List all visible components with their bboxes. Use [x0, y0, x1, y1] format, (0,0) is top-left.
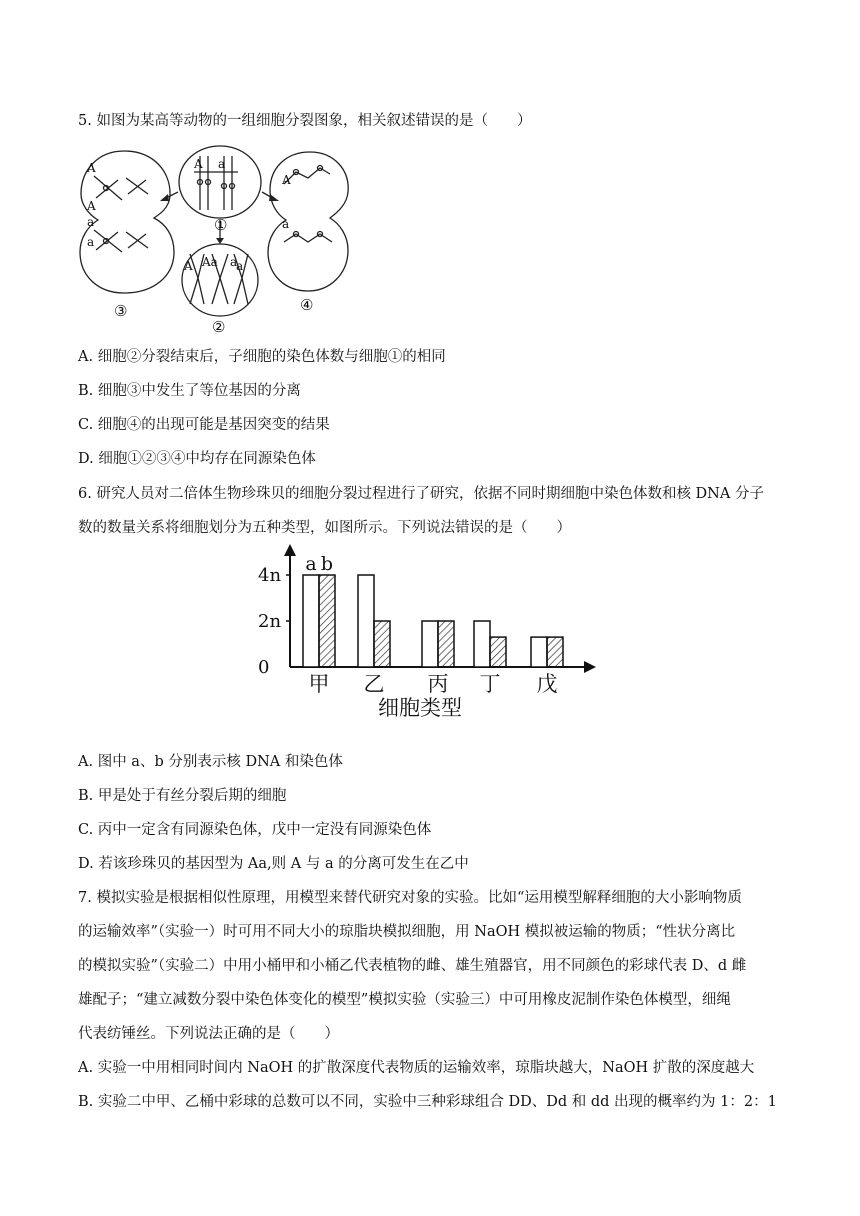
q6-option-a: A. 图中 a、b 分别表示核 DNA 和染色体: [78, 754, 343, 770]
y-tick-label: 4n: [258, 565, 282, 586]
q7-line-1: 7. 模拟实验是根据相似性原理，用模型来替代研究对象的实验。比如“运用模型解释细胞的大小影响物质: [78, 890, 742, 906]
q5-option-c: C. 细胞④的出现可能是基因突变的结果: [78, 417, 330, 433]
gene-label: A: [282, 173, 291, 187]
q7-option-b: B. 实验二中甲、乙桶中彩球的总数可以不同，实验中三种彩球组合 DD、Dd 和 dd 出现的概率约为 1：2：1: [78, 1094, 777, 1110]
x-tick-label: 乙: [363, 672, 385, 696]
bar-b-4: [490, 637, 506, 667]
q5-stem: 5. 如图为某高等动物的一组细胞分裂图象，相关叙述错误的是（ ）: [78, 113, 532, 129]
x-axis-arrow: [584, 661, 596, 673]
gene-label: A: [184, 259, 193, 273]
q6-option-d: D. 若该珍珠贝的基因型为 Aa,则 A 与 a 的分离可发生在乙中: [78, 856, 469, 872]
gene-label: a: [282, 217, 290, 231]
bar-a-4: [474, 621, 490, 667]
gene-label: a: [236, 259, 244, 273]
bar-b-1: [319, 575, 335, 667]
x-tick-label: 丁: [479, 672, 501, 696]
q6-option-c: C. 丙中一定含有同源染色体，戊中一定没有同源染色体: [78, 822, 432, 838]
gene-label: A: [87, 199, 96, 213]
x-tick-label: 戊: [536, 672, 558, 696]
gene-label: a: [230, 255, 238, 269]
q7-line-4: 雄配子；“建立减数分裂中染色体变化的模型”模拟实验（实验三）中可用橡皮泥制作染色体模型，细绳: [78, 992, 731, 1008]
gene-label: a: [87, 235, 95, 249]
q5-option-a: A. 细胞②分裂结束后，子细胞的染色体数与细胞①的相同: [78, 349, 446, 365]
gene-label: A: [194, 157, 203, 171]
q6-stem-line-2: 数的数量关系将细胞划分为五种类型，如图所示。下列说法错误的是（ ）: [78, 520, 571, 536]
y-tick-label: 2n: [258, 611, 282, 632]
q7-option-a: A. 实验一中用相同时间内 NaOH 的扩散深度代表物质的运输效率，琼脂块越大，NaOH 扩散的深度越大: [78, 1060, 755, 1076]
q6-option-b: B. 甲是处于有丝分裂后期的细胞: [78, 788, 287, 804]
gene-label: a: [218, 157, 226, 171]
y-axis-arrow: [284, 544, 296, 556]
cell-label-3: ③: [114, 302, 128, 320]
q7-line-2: 的运输效率”（实验一）时可用不同大小的琼脂块模拟细胞，用 NaOH 模拟被运输的物质；“性状分离比: [78, 924, 736, 940]
q7-line-5: 代表纺锤丝。下列说法正确的是（ ）: [78, 1026, 339, 1042]
bar-b-2: [374, 621, 390, 667]
cell-label-1: ①: [214, 216, 228, 234]
q5-option-d: D. 细胞①②③④中均存在同源染色体: [78, 451, 316, 467]
cell-4-figure: [268, 152, 348, 291]
cell-label-4: ④: [300, 296, 314, 314]
gene-label: Aa: [202, 255, 218, 269]
x-axis-label: 细胞类型: [378, 696, 462, 720]
bar-a-3: [422, 621, 438, 667]
bar-a-1: [303, 575, 319, 667]
cell-type-bar-chart: [250, 540, 610, 725]
bar-b-5: [547, 637, 563, 667]
x-tick-label: 甲: [308, 672, 330, 696]
cell-label-2: ②: [212, 318, 226, 336]
bar-a-2: [358, 575, 374, 667]
q7-line-3: 的模拟实验”（实验二）中用小桶甲和小桶乙代表植物的雌、雄生殖器官，用不同颜色的彩球代表 D、d 雌: [78, 958, 747, 974]
y-tick-label: 0: [258, 657, 270, 678]
series-label-b: b: [320, 553, 334, 575]
series-label-a: a: [305, 553, 317, 575]
q6-stem-line-1: 6. 研究人员对二倍体生物珍珠贝的细胞分裂过程进行了研究，依据不同时期细胞中染色体数和核 DNA 分子: [78, 486, 764, 502]
cell-2-figure: [182, 244, 258, 316]
q5-option-b: B. 细胞③中发生了等位基因的分离: [78, 383, 301, 399]
gene-label: a: [87, 215, 95, 229]
gene-label: A: [87, 161, 96, 175]
x-tick-label: 丙: [427, 672, 449, 696]
bar-a-5: [531, 637, 547, 667]
bar-b-3: [438, 621, 454, 667]
cell-division-figure: [76, 142, 356, 337]
